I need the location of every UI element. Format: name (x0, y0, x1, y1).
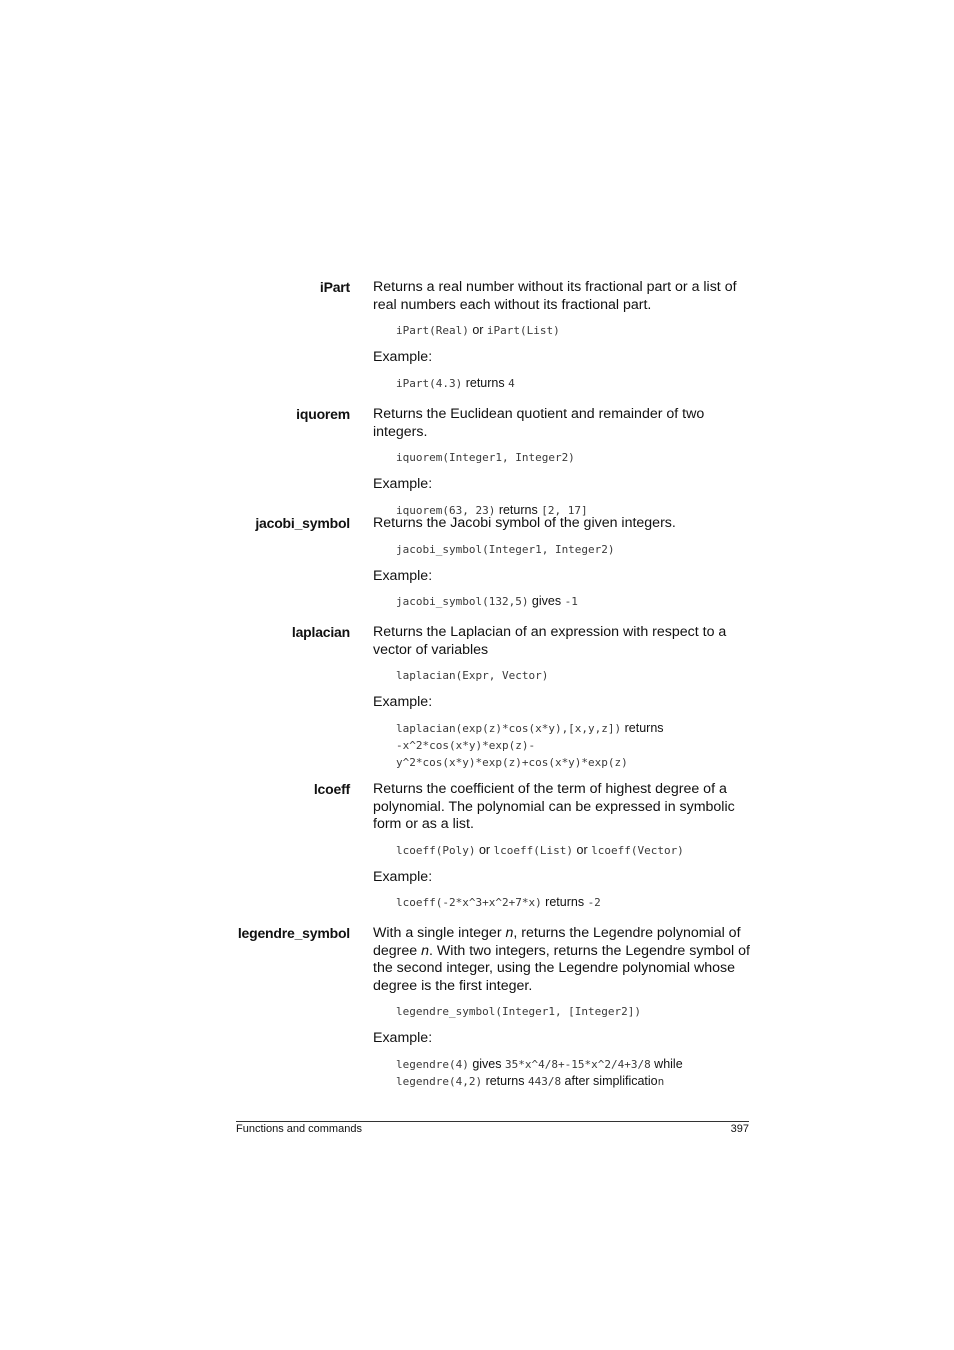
syntax-line (396, 541, 753, 558)
entry-body (373, 624, 753, 771)
term-jacobi-symbol: jacobi_symbol (255, 515, 350, 531)
text-fragment: , returns the Legendre polynomial of degree (373, 925, 741, 959)
code-fragment: laplacian(Expr, Vector) (396, 669, 549, 682)
example-line (396, 894, 753, 911)
term-laplacian: laplacian (291, 624, 350, 640)
code-fragment: iPart(4.3) (396, 376, 463, 390)
code-fragment: jacobi_symbol(132,5) (396, 595, 529, 608)
code-fragment: 35*x^4/8+-15*x^2/4+3/8 (505, 1057, 651, 1071)
code-fragment: jacobi_symbol(Integer1, Integer2) (396, 542, 615, 556)
entry-body (373, 279, 753, 392)
text-fragment: returns (482, 1073, 528, 1088)
code-fragment: legendre_symbol(Integer1, [Integer2]) (396, 1005, 642, 1018)
text-fragment: . With two integers, returns the Legendre symbol of the second integer, using the Legendre polynomial whose degree is the first integer. (373, 942, 750, 994)
code-fragment: 443/8 (527, 1074, 562, 1088)
text-fragment: returns (462, 375, 509, 390)
example-line (396, 720, 753, 771)
text-fragment: or (468, 323, 487, 337)
code-fragment: lcoeff(List) (493, 843, 574, 857)
description: Returns the coefficient of the term of highest degree of a polynomial. The polynomial can be expressed in symbolic form or as a list. (373, 781, 735, 832)
code-fragment: iquorem(63, 23) (396, 503, 496, 517)
example-label: Example: (373, 349, 433, 365)
term-legendre-symbol: legendre_symbol (237, 925, 350, 941)
example-label: Example: (373, 567, 433, 584)
description: Returns a real number without its fractional part or a list of real numbers each without its fractional part. (373, 279, 737, 313)
description: Returns the Euclidean quotient and remainder of two integers. (373, 406, 705, 440)
description: Returns the Jacobi symbol of the given integers. (373, 515, 676, 531)
example-line (396, 1056, 753, 1090)
term-iquorem: iquorem (296, 406, 350, 422)
code-fragment: legendre(4,2) (396, 1074, 483, 1088)
code-fragment: -x^2*cos(x*y)*exp(z)- (396, 738, 536, 752)
text-fragment: while (650, 1056, 683, 1071)
code-fragment: n (657, 1074, 665, 1088)
code-fragment: legendre(4) (396, 1057, 469, 1071)
text-fragment: n (505, 925, 514, 941)
code-fragment: [2, 17] (541, 503, 588, 517)
text-fragment: returns (495, 502, 542, 517)
code-fragment: 4 (508, 376, 515, 390)
entry-body (373, 925, 753, 1090)
syntax-line (396, 667, 753, 684)
term-ipart: iPart (319, 279, 350, 295)
code-fragment: iPart(Real) (396, 324, 469, 337)
description (373, 925, 753, 995)
footer-section-title: Functions and commands (236, 1123, 362, 1135)
code-fragment: lcoeff(Poly) (396, 843, 476, 857)
code-fragment: lcoeff(-2*x^3+x^2+7*x) (396, 896, 542, 909)
text-fragment: or (475, 842, 494, 857)
code-fragment: iPart(List) (486, 324, 560, 337)
entry-body (373, 781, 753, 911)
code-fragment: laplacian(exp(z)*cos(x*y),[x,y,z]) (396, 721, 622, 735)
page-number: 397 (730, 1123, 749, 1135)
entry-body (373, 515, 753, 610)
text-fragment: n (421, 942, 430, 959)
text-fragment: returns (541, 895, 588, 909)
code-fragment: iquorem(Integer1, Integer2) (396, 451, 575, 464)
code-fragment: -1 (564, 595, 578, 608)
syntax-line (396, 449, 753, 466)
code-fragment: lcoeff(Vector) (591, 843, 684, 857)
syntax-line (396, 842, 753, 859)
text-fragment: after simplificatio (561, 1073, 658, 1088)
footer-rule (236, 1121, 749, 1122)
entry-body (373, 406, 753, 519)
syntax-line (396, 322, 753, 339)
text-fragment: or (573, 842, 592, 857)
description: Returns the Laplacian of an expression with respect to a vector of variables (373, 624, 727, 658)
example-label: Example: (373, 694, 433, 710)
text-fragment: returns (621, 720, 664, 735)
example-label: Example: (373, 1030, 433, 1046)
text-fragment: gives (528, 594, 565, 608)
code-fragment: y^2*cos(x*y)*exp(z)+cos(x*y)*exp(z) (396, 755, 628, 769)
example-label: Example: (373, 476, 433, 492)
example-line (396, 375, 753, 392)
term-lcoeff: lcoeff (313, 781, 350, 797)
example-label: Example: (373, 868, 433, 885)
text-fragment: gives (468, 1056, 505, 1071)
text-fragment: With a single integer (373, 925, 506, 941)
syntax-line (396, 1003, 753, 1020)
code-fragment: -2 (587, 896, 601, 909)
example-line (396, 593, 753, 610)
